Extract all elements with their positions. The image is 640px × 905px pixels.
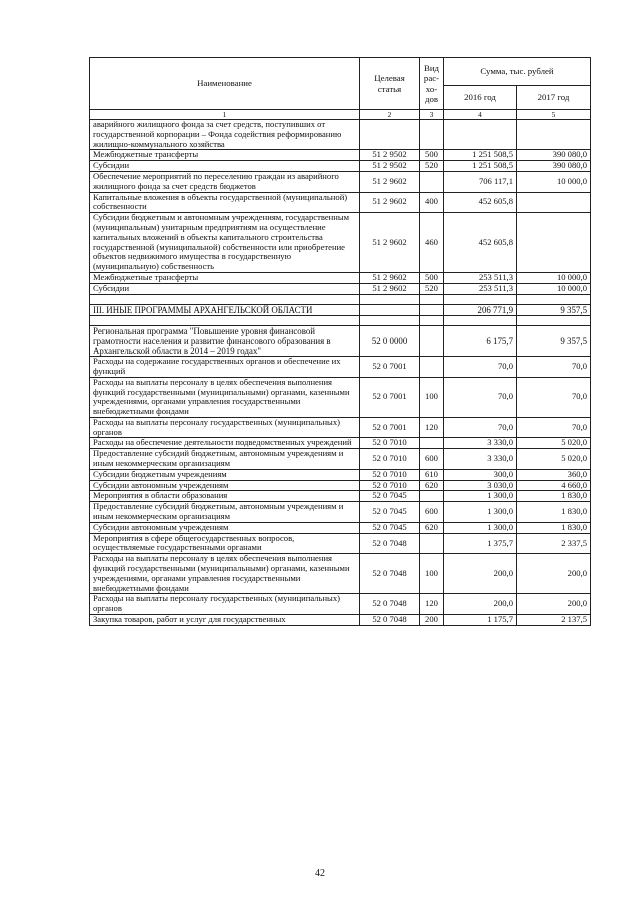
table-row — [90, 161, 591, 172]
row-amount-2016-cell: 206 771,9 — [444, 304, 517, 315]
row-amount-2017-cell: 10 000,0 — [517, 283, 591, 294]
row-amount-2016-cell: 452 605,8 — [444, 192, 517, 213]
row-amount-2016-cell: 1 175,7 — [444, 615, 517, 626]
row-amount-2017-cell: 1 830,0 — [517, 522, 591, 533]
row-amount-2016-cell: 253 511,3 — [444, 272, 517, 283]
row-target-code-cell: 51 2 9502 — [360, 161, 420, 172]
empty-cell — [360, 315, 420, 325]
row-target-code-cell: 52 0 7048 — [360, 594, 420, 615]
row-amount-2017-cell — [517, 213, 591, 273]
row-name-cell: Расходы на выплаты персоналу в целях обеспечения выполнения функций государственными (муниципальными) органами, казенными учреждениями, органами управления государственными внебюджетными фондами — [90, 554, 360, 594]
row-amount-2016-cell — [444, 120, 517, 150]
row-target-code-cell: 51 2 9602 — [360, 272, 420, 283]
row-amount-2016-cell: 70,0 — [444, 377, 517, 417]
empty-cell — [420, 315, 444, 325]
row-expense-type-cell: 100 — [420, 377, 444, 417]
row-amount-2016-cell: 70,0 — [444, 417, 517, 438]
row-amount-2016-cell: 300,0 — [444, 469, 517, 480]
empty-cell — [90, 294, 360, 304]
row-expense-type-cell — [420, 171, 444, 192]
row-name-cell: Предоставление субсидий бюджетным, автономным учреждениям и иным некоммерческим организациям — [90, 449, 360, 470]
row-amount-2016-cell: 200,0 — [444, 594, 517, 615]
row-target-code-cell: 51 2 9602 — [360, 213, 420, 273]
header-year-2016: 2016 год — [444, 86, 517, 110]
header-name: Наименование — [90, 58, 360, 110]
row-expense-type-cell: 120 — [420, 594, 444, 615]
empty-cell — [360, 294, 420, 304]
row-amount-2016-cell: 1 300,0 — [444, 522, 517, 533]
table-row — [90, 533, 591, 554]
row-name-cell: Субсидии — [90, 283, 360, 294]
table-row — [90, 283, 591, 294]
row-target-code-cell: 52 0 0000 — [360, 325, 420, 356]
spacer-row — [90, 315, 591, 325]
table-row — [90, 491, 591, 502]
table-row — [90, 417, 591, 438]
row-target-code-cell: 52 0 7010 — [360, 449, 420, 470]
row-amount-2016-cell: 3 330,0 — [444, 449, 517, 470]
row-expense-type-cell — [420, 325, 444, 356]
row-amount-2016-cell: 3 330,0 — [444, 438, 517, 449]
row-amount-2017-cell: 10 000,0 — [517, 171, 591, 192]
table-row — [90, 213, 591, 273]
row-target-code-cell: 52 0 7001 — [360, 377, 420, 417]
row-expense-type-cell: 520 — [420, 161, 444, 172]
column-number-row — [90, 110, 591, 120]
row-amount-2016-cell: 1 300,0 — [444, 502, 517, 523]
row-name-cell: аварийного жилищного фонда за счет средств, поступивших от государственной корпорации – Фонда содействия реформированию жилищно-коммунального хозяйства — [90, 120, 360, 150]
table-row — [90, 502, 591, 523]
row-expense-type-cell — [420, 438, 444, 449]
table-row — [90, 438, 591, 449]
table-body — [90, 120, 591, 626]
row-amount-2017-cell: 390 080,0 — [517, 161, 591, 172]
row-expense-type-cell: 620 — [420, 522, 444, 533]
row-expense-type-cell: 500 — [420, 150, 444, 161]
row-target-code-cell: 52 0 7001 — [360, 417, 420, 438]
row-name-cell: Мероприятия в сфере общегосударственных вопросов, осуществляемые государственными органами — [90, 533, 360, 554]
row-amount-2017-cell: 2 137,5 — [517, 615, 591, 626]
row-target-code-cell: 51 2 9602 — [360, 283, 420, 294]
row-expense-type-cell — [420, 304, 444, 315]
row-target-code-cell: 51 2 9602 — [360, 171, 420, 192]
page-number: 42 — [315, 868, 325, 879]
table-row — [90, 272, 591, 283]
empty-cell — [444, 294, 517, 304]
row-expense-type-cell — [420, 120, 444, 150]
row-amount-2017-cell: 9 357,5 — [517, 304, 591, 315]
table-row — [90, 594, 591, 615]
table-row — [90, 150, 591, 161]
table-row — [90, 357, 591, 378]
row-target-code-cell: 52 0 7048 — [360, 615, 420, 626]
row-amount-2017-cell: 200,0 — [517, 594, 591, 615]
row-name-cell: Обеспечение мероприятий по переселению граждан из аварийного жилищного фонда за счет средств бюджетов — [90, 171, 360, 192]
row-amount-2016-cell: 70,0 — [444, 357, 517, 378]
row-name-cell: Расходы на выплаты персоналу в целях обеспечения выполнения функций государственными (муниципальными) органами, казенными учреждениями, органами управления государственными внебюджетными фондами — [90, 377, 360, 417]
row-amount-2017-cell: 70,0 — [517, 377, 591, 417]
table-row — [90, 469, 591, 480]
row-amount-2016-cell: 6 175,7 — [444, 325, 517, 356]
row-amount-2017-cell: 2 337,5 — [517, 533, 591, 554]
table-row — [90, 120, 591, 150]
row-expense-type-cell: 100 — [420, 554, 444, 594]
row-name-cell: III. ИНЫЕ ПРОГРАММЫ АРХАНГЕЛЬСКОЙ ОБЛАСТИ — [90, 304, 360, 315]
row-amount-2017-cell: 4 660,0 — [517, 480, 591, 491]
row-amount-2016-cell: 1 300,0 — [444, 491, 517, 502]
row-expense-type-cell — [420, 491, 444, 502]
table-row — [90, 554, 591, 594]
row-amount-2017-cell: 70,0 — [517, 417, 591, 438]
row-expense-type-cell: 200 — [420, 615, 444, 626]
row-name-cell: Предоставление субсидий бюджетным, автономным учреждениям и иным некоммерческим организациям — [90, 502, 360, 523]
row-expense-type-cell: 610 — [420, 469, 444, 480]
row-amount-2017-cell: 70,0 — [517, 357, 591, 378]
row-expense-type-cell: 600 — [420, 449, 444, 470]
row-name-cell: Капитальные вложения в объекты государственной (муниципальной) собственности — [90, 192, 360, 213]
empty-cell — [517, 294, 591, 304]
column-number: 2 — [360, 110, 420, 120]
table-row — [90, 171, 591, 192]
row-amount-2017-cell: 10 000,0 — [517, 272, 591, 283]
row-amount-2016-cell: 1 251 508,5 — [444, 161, 517, 172]
header-target: Целевая статья — [360, 58, 420, 110]
table-row — [90, 615, 591, 626]
row-name-cell: Региональная программа "Повышение уровня финансовой грамотности населения и развитие финансового образования в Архангельской области в 2014 – 2019 годах" — [90, 325, 360, 356]
row-target-code-cell: 52 0 7045 — [360, 491, 420, 502]
table-row — [90, 325, 591, 356]
empty-cell — [444, 315, 517, 325]
row-target-code-cell: 51 2 9602 — [360, 192, 420, 213]
row-target-code-cell — [360, 120, 420, 150]
row-target-code-cell: 52 0 7045 — [360, 522, 420, 533]
row-target-code-cell — [360, 304, 420, 315]
row-amount-2017-cell: 5 020,0 — [517, 438, 591, 449]
row-target-code-cell: 52 0 7048 — [360, 533, 420, 554]
budget-table — [89, 57, 591, 626]
row-amount-2017-cell: 1 830,0 — [517, 502, 591, 523]
row-name-cell: Субсидии бюджетным учреждениям — [90, 469, 360, 480]
row-amount-2016-cell: 1 251 508,5 — [444, 150, 517, 161]
row-name-cell: Расходы на выплаты персоналу государственных (муниципальных) органов — [90, 594, 360, 615]
row-name-cell: Межбюджетные трансферты — [90, 272, 360, 283]
empty-cell — [517, 315, 591, 325]
row-name-cell: Закупка товаров, работ и услуг для государственных — [90, 615, 360, 626]
row-amount-2017-cell — [517, 192, 591, 213]
empty-cell — [90, 315, 360, 325]
row-amount-2017-cell: 360,0 — [517, 469, 591, 480]
row-expense-type-cell: 120 — [420, 417, 444, 438]
row-target-code-cell: 52 0 7001 — [360, 357, 420, 378]
row-amount-2017-cell: 5 020,0 — [517, 449, 591, 470]
row-target-code-cell: 52 0 7010 — [360, 480, 420, 491]
row-amount-2016-cell: 200,0 — [444, 554, 517, 594]
row-name-cell: Межбюджетные трансферты — [90, 150, 360, 161]
header-sum: Сумма, тыс. рублей — [444, 58, 591, 86]
row-amount-2016-cell: 1 375,7 — [444, 533, 517, 554]
row-target-code-cell: 52 0 7010 — [360, 438, 420, 449]
row-amount-2016-cell: 452 605,8 — [444, 213, 517, 273]
row-expense-type-cell — [420, 357, 444, 378]
column-number: 1 — [90, 110, 360, 120]
row-amount-2016-cell: 253 511,3 — [444, 283, 517, 294]
row-expense-type-cell: 620 — [420, 480, 444, 491]
table-row — [90, 377, 591, 417]
row-target-code-cell: 52 0 7045 — [360, 502, 420, 523]
column-number: 4 — [444, 110, 517, 120]
row-name-cell: Субсидии бюджетным и автономным учреждениям, государственным (муниципальным) унитарным предприятиям на осуществление капитальных вложений в объекты капитального строительства государственной (муниципальной) собственности или приобретение объектов недвижимого имущества в государственную (муниципальную) собственность — [90, 213, 360, 273]
row-amount-2017-cell: 9 357,5 — [517, 325, 591, 356]
table-row — [90, 480, 591, 491]
spacer-row — [90, 294, 591, 304]
row-amount-2017-cell: 390 080,0 — [517, 150, 591, 161]
row-expense-type-cell: 500 — [420, 272, 444, 283]
table-row — [90, 304, 591, 315]
column-number: 3 — [420, 110, 444, 120]
row-name-cell: Субсидии автономным учреждениям — [90, 522, 360, 533]
row-expense-type-cell: 460 — [420, 213, 444, 273]
row-target-code-cell: 52 0 7048 — [360, 554, 420, 594]
header-year-2017: 2017 год — [517, 86, 591, 110]
row-amount-2017-cell: 1 830,0 — [517, 491, 591, 502]
row-expense-type-cell: 600 — [420, 502, 444, 523]
row-name-cell: Мероприятия в области образования — [90, 491, 360, 502]
table-row — [90, 449, 591, 470]
table-row — [90, 192, 591, 213]
row-name-cell: Субсидии — [90, 161, 360, 172]
header-vid: Вид рас-хо-дов — [420, 58, 444, 110]
row-name-cell: Расходы на содержание государственных органов и обеспечение их функций — [90, 357, 360, 378]
table-row — [90, 522, 591, 533]
row-target-code-cell: 51 2 9502 — [360, 150, 420, 161]
row-name-cell: Расходы на выплаты персоналу государственных (муниципальных) органов — [90, 417, 360, 438]
row-target-code-cell: 52 0 7010 — [360, 469, 420, 480]
row-amount-2016-cell: 3 030,0 — [444, 480, 517, 491]
row-expense-type-cell: 400 — [420, 192, 444, 213]
row-expense-type-cell — [420, 533, 444, 554]
row-amount-2016-cell: 706 117,1 — [444, 171, 517, 192]
column-number: 5 — [517, 110, 591, 120]
row-amount-2017-cell: 200,0 — [517, 554, 591, 594]
row-name-cell: Расходы на обеспечение деятельности подведомственных учреждений — [90, 438, 360, 449]
row-amount-2017-cell — [517, 120, 591, 150]
row-name-cell: Субсидии автономным учреждениям — [90, 480, 360, 491]
empty-cell — [420, 294, 444, 304]
row-expense-type-cell: 520 — [420, 283, 444, 294]
